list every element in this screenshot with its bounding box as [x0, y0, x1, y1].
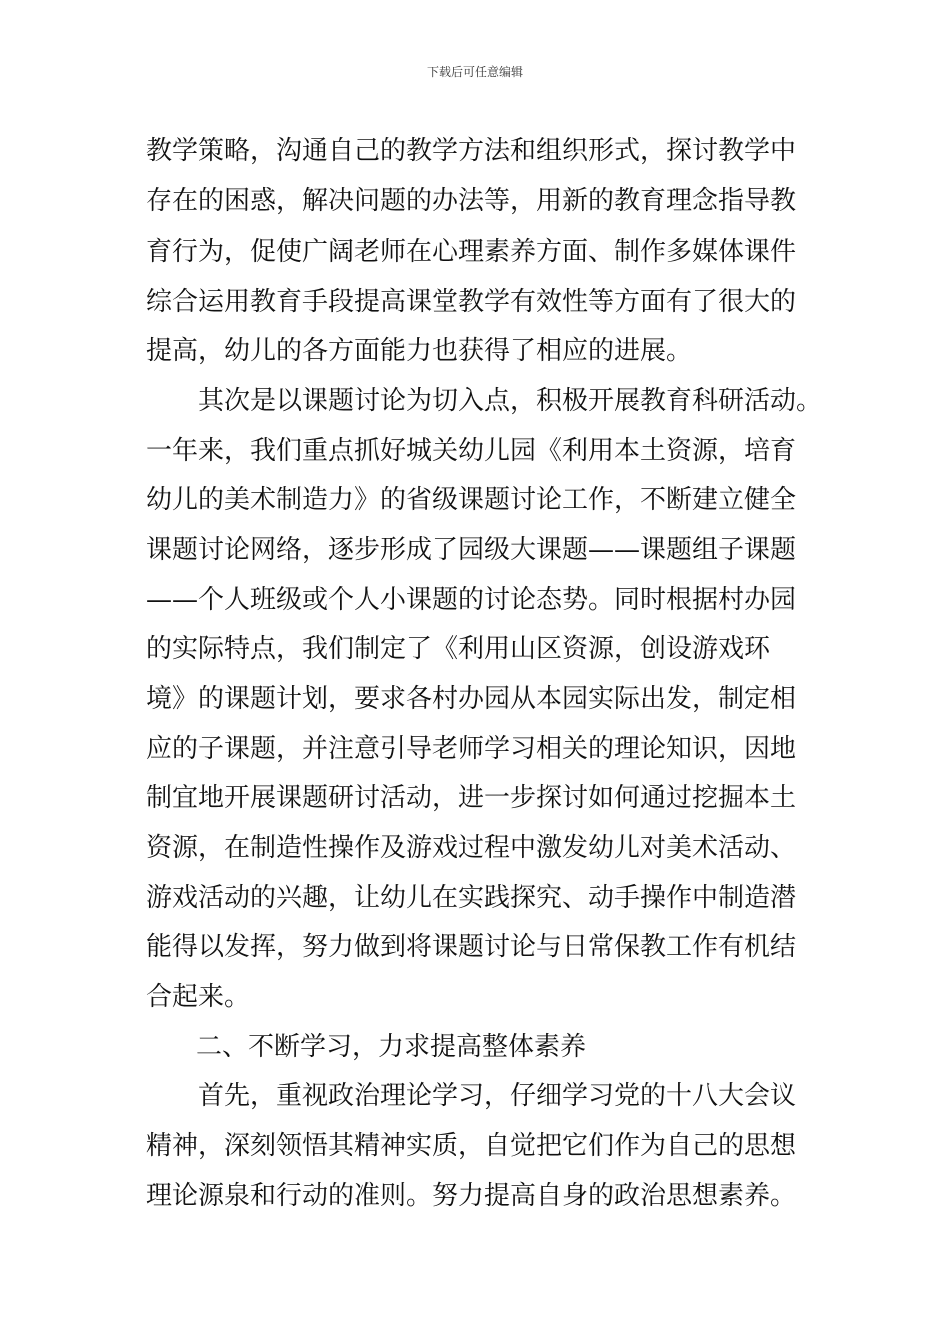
body-line: 教学策略，沟通自己的教学方法和组织形式，探讨教学中: [146, 136, 797, 166]
body-line: 境》的课题计划，要求各村办园从本园实际出发，制定相: [146, 684, 797, 714]
body-line: 一年来，我们重点抓好城关幼儿园《利用本土资源，培育: [146, 436, 797, 466]
body-line: 幼儿的美术制造力》的省级课题讨论工作，不断建立健全: [146, 485, 797, 515]
body-line: 资源，在制造性操作及游戏过程中激发幼儿对美术活动、: [146, 833, 797, 863]
body-line: 游戏活动的兴趣，让幼儿在实践探究、动手操作中制造潜: [146, 883, 797, 913]
body-line: 精神，深刻领悟其精神实质，自觉把它们作为自己的思想: [146, 1131, 797, 1161]
paragraph-start-line: 首先，重视政治理论学习，仔细学习党的十八大会议: [198, 1081, 797, 1111]
body-line: 存在的困惑，解决问题的办法等，用新的教育理念指导教: [146, 186, 797, 216]
body-line: 综合运用教育手段提高课堂教学有效性等方面有了很大的: [146, 287, 797, 317]
body-line: 提高，幼儿的各方面能力也获得了相应的进展。: [146, 336, 693, 366]
page-header: 下载后可任意编辑: [426, 65, 523, 79]
body-line: 理论源泉和行动的准则。努力提高自身的政治思想素养。: [146, 1181, 797, 1211]
body-line: ——个人班级或个人小课题的讨论态势。同时根据村办园: [146, 585, 797, 615]
paragraph-start-line: 其次是以课题讨论为切入点，积极开展教育科研活动。: [198, 386, 823, 416]
body-line: 应的子课题，并注意引导老师学习相关的理论知识，因地: [146, 734, 797, 764]
body-line: 课题讨论网络，逐步形成了园级大课题——课题组子课题: [146, 535, 797, 565]
body-line: 的实际特点，我们制定了《利用山区资源，创设游戏环: [146, 634, 771, 664]
section-heading: 二、不断学习，力求提高整体素养: [196, 1032, 587, 1062]
body-line: 能得以发挥，努力做到将课题讨论与日常保教工作有机结: [146, 932, 797, 962]
body-line: 合起来。: [146, 982, 251, 1012]
body-line: 制宜地开展课题研讨活动，进一步探讨如何通过挖掘本土: [146, 783, 797, 813]
body-line: 育行为，促使广阔老师在心理素养方面、制作多媒体课件: [146, 237, 797, 267]
